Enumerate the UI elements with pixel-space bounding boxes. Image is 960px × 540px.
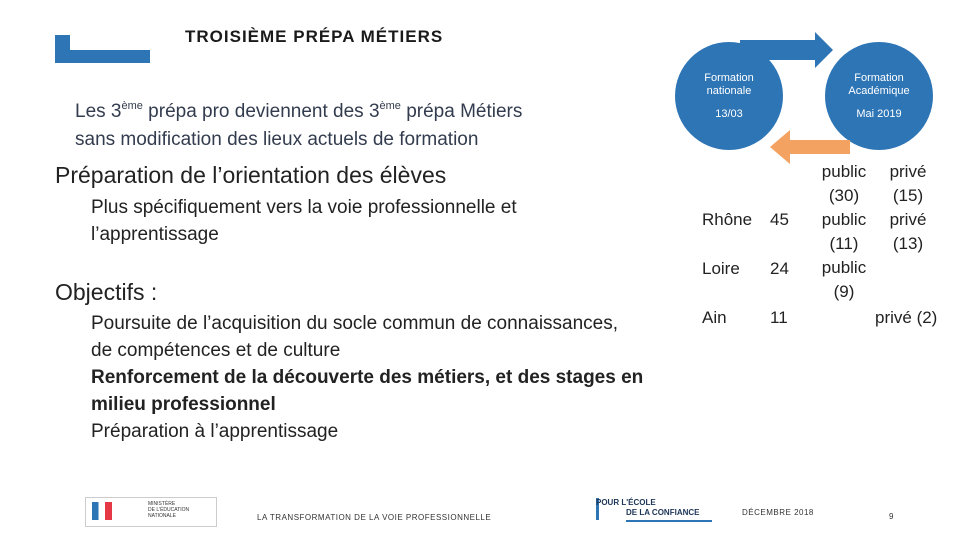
objectif-item-2: Renforcement de la découverte des métiers, et des stages en milieu professionnel — [91, 367, 644, 415]
intro-line-2: sans modification des lieux actuels de formation — [75, 129, 479, 150]
ecole-confiance-logo: POUR L'ÉCOLE DE LA CONFIANCE — [596, 498, 716, 524]
orientation-heading: Préparation de l’orientation des élèves — [55, 162, 447, 188]
table-row-loire-count: 24 — [770, 259, 789, 278]
private-column: privé (15) privé (13) — [889, 162, 927, 253]
arrow-right-icon — [740, 32, 835, 72]
objectif-item-1: Poursuite de l’acquisition du socle commun de connaissances, de compétences et de culture — [91, 313, 619, 361]
circle-formation-academique: Formation Académique Mai 2019 — [825, 42, 933, 150]
page-number: 9 — [889, 512, 894, 521]
table-row-loire-dept: Loire — [702, 259, 740, 278]
circle-formation-nationale: Formation nationale 13/03 — [675, 42, 783, 150]
table-row-ain-count: 11 — [770, 308, 788, 327]
header-accent-bar — [55, 35, 150, 63]
ministry-text: MINISTÈRE DE L'ÉDUCATION NATIONALE — [148, 501, 190, 519]
page-title: TROISIÈME PRÉPA MÉTIERS — [185, 27, 444, 46]
objectifs-heading: Objectifs : — [55, 279, 158, 305]
table-row-rhone-dept: Rhône — [702, 210, 753, 229]
table-row-rhone-count: 45 — [770, 210, 789, 229]
logo-underline — [626, 520, 712, 522]
table-row-ain-dept: Ain — [702, 308, 727, 327]
intro-line-1: Les 3ème prépa pro deviennent des 3ème prépa Métiers — [75, 100, 523, 122]
objectifs-list — [91, 310, 691, 445]
orientation-text: Plus spécifiquement vers la voie professionnelle et l’apprentissage — [91, 197, 517, 245]
ministry-logo — [85, 497, 217, 527]
objectif-item-3: Préparation à l’apprentissage — [91, 421, 339, 442]
flag-icon — [92, 502, 112, 520]
private-ain: privé (2) — [875, 308, 938, 327]
footer-left-text: LA TRANSFORMATION DE LA VOIE PROFESSIONNELLE — [257, 513, 492, 522]
footer-date: DÉCEMBRE 2018 — [742, 508, 814, 517]
intro-text — [75, 92, 635, 154]
public-column: public (30) public (11) public (9) — [821, 162, 867, 301]
